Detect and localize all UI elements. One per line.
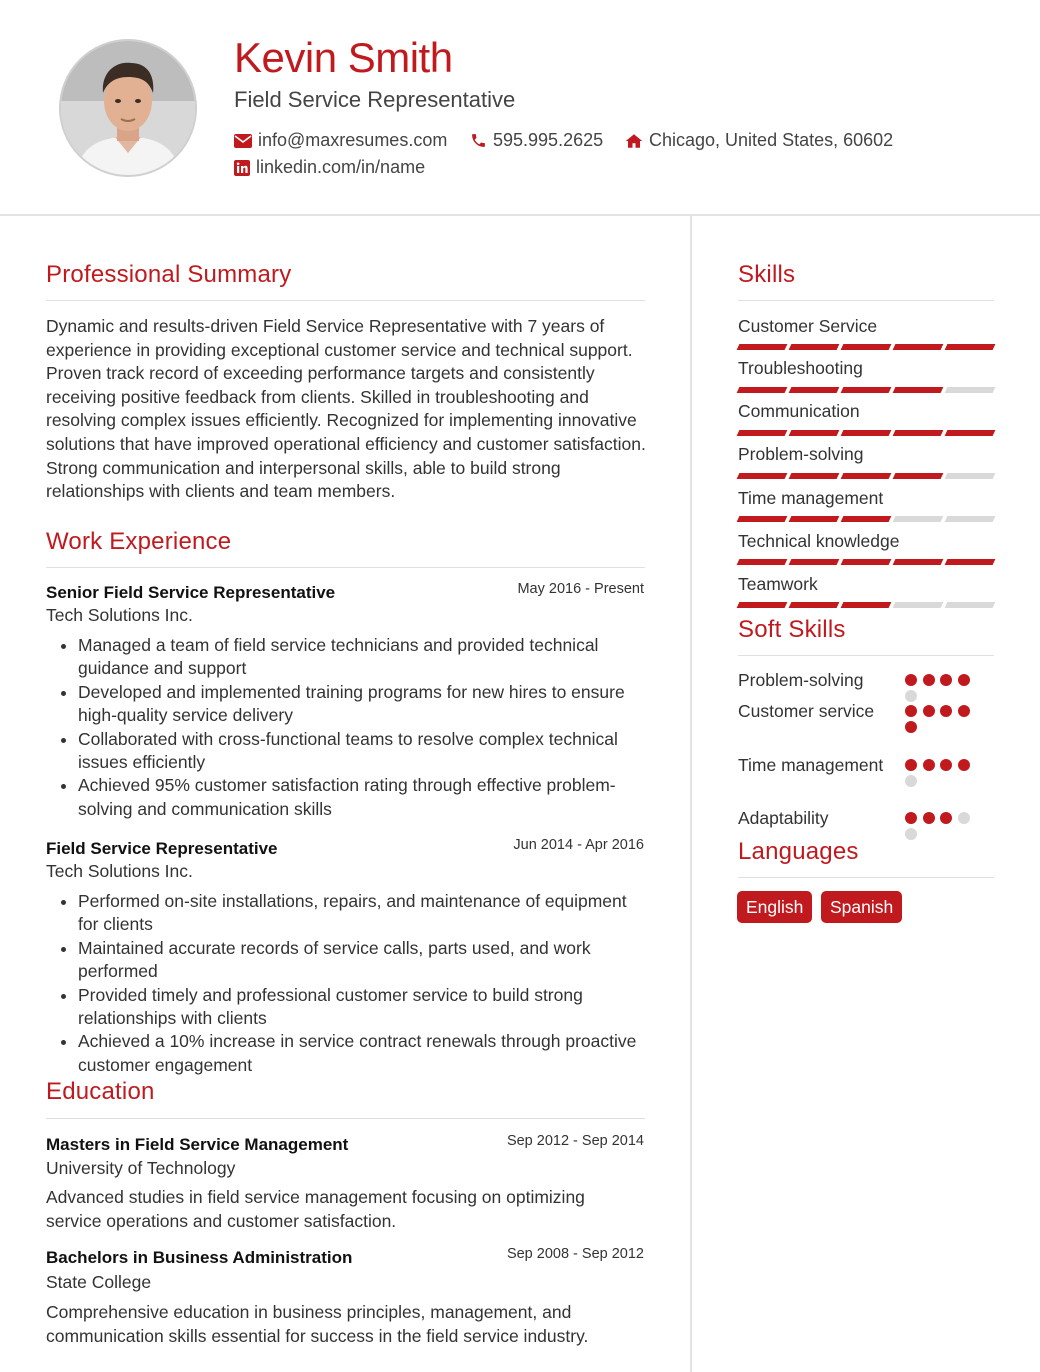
degree-title: Masters in Field Service Management (46, 1135, 349, 1154)
language-badge: Spanish (821, 891, 902, 923)
skill-level-segment (789, 559, 840, 565)
education-date: Sep 2008 - Sep 2012 (506, 1246, 644, 1262)
skill-level-segment (893, 602, 944, 608)
skill-level-segment (789, 602, 840, 608)
rating-dot (923, 759, 935, 771)
skill-level-segment (945, 344, 996, 350)
phone-text: 595.995.2625 (493, 130, 604, 150)
rating-dot (923, 812, 935, 824)
skill-level-segment (945, 516, 996, 522)
school-name: State College (46, 1272, 152, 1292)
rating-dot (923, 705, 935, 717)
skill-level-segment (789, 473, 840, 479)
rating-dot (905, 705, 917, 717)
job-bullet: • Collaborated with cross-functional teams to resolve complex technical issues efficiently (78, 728, 648, 775)
experience-rule (46, 567, 645, 568)
skill-level-segment (841, 602, 892, 608)
candidate-name: Kevin Smith (234, 34, 453, 81)
job-bullet: • Achieved a 10% increase in service contract renewals through proactive customer engagement (78, 1030, 648, 1077)
phone-contact[interactable] (470, 130, 603, 151)
skill-level-segment (841, 430, 892, 436)
profile-photo (59, 39, 197, 177)
rating-dot (905, 759, 917, 771)
rating-dot (905, 690, 917, 702)
resume-header (0, 0, 1040, 216)
skill-level-bar (738, 430, 994, 436)
skill-level-segment (737, 559, 788, 565)
skill-level-bar (738, 387, 994, 393)
rating-dot (905, 812, 917, 824)
soft-skills-heading: Soft Skills (738, 616, 846, 643)
skill-level-bar (738, 559, 994, 565)
skill-level-segment (945, 430, 996, 436)
skill-level-segment (789, 387, 840, 393)
rating-dot (940, 759, 952, 771)
soft-skill-rating (905, 812, 977, 840)
job-bullet: • Maintained accurate records of service calls, parts used, and work performed (78, 937, 648, 984)
skill-level-segment (841, 516, 892, 522)
skills-heading: Skills (738, 261, 796, 288)
rating-dot (940, 812, 952, 824)
skill-name: Troubleshooting (738, 358, 863, 378)
education-desc: Comprehensive education in business principles, management, and communication skills essential for success in the field service industry. (46, 1302, 589, 1346)
rating-dot (905, 674, 917, 686)
skill-level-bar (738, 602, 994, 608)
email-contact[interactable] (234, 130, 447, 151)
job-bullets (46, 634, 648, 821)
job-company: Tech Solutions Inc. (46, 861, 193, 881)
rating-dot (923, 674, 935, 686)
rating-dot (958, 674, 970, 686)
education-desc: Advanced studies in field service management focusing on optimizing service operations and customer satisfaction. (46, 1187, 585, 1231)
skill-level-segment (737, 430, 788, 436)
skill-level-segment (737, 344, 788, 350)
skill-level-segment (737, 602, 788, 608)
rating-dot (958, 705, 970, 717)
skills-rule (738, 300, 994, 301)
linkedin-text: linkedin.com/in/name (256, 157, 426, 177)
rating-dot (905, 828, 917, 840)
job-bullet: • Provided timely and professional customer service to build strong relationships with clients (78, 984, 648, 1031)
languages-heading: Languages (738, 838, 859, 865)
education-rule (46, 1118, 645, 1119)
job-bullets (46, 890, 648, 1077)
summary-text: Dynamic and results-driven Field Service Representative with 7 years of experience in providing exceptional customer service and technical support. Proven track record of exceeding performance targets and consistently receiving positive feedback from clients. Skilled in troubleshooting and resolving complex issues efficiently. Recognized for implementing innovative solutions that have improved operational efficiency and customer satisfaction. Strong communication and interpersonal skills, able to build strong relationships with clients and team members. (46, 316, 646, 502)
linkedin-contact[interactable] (234, 157, 425, 178)
envelope-icon (234, 134, 252, 148)
column-divider (690, 216, 692, 1372)
job-company: Tech Solutions Inc. (46, 605, 193, 625)
soft-skill-rating (905, 705, 977, 733)
linkedin-icon (234, 160, 250, 176)
skill-name: Time management (738, 488, 884, 508)
soft-skill-name: Problem-solving (738, 670, 864, 690)
skill-level-segment (737, 387, 788, 393)
job-title: Field Service Representative (46, 839, 278, 858)
home-icon (625, 133, 643, 149)
skill-level-segment (841, 344, 892, 350)
rating-dot (958, 759, 970, 771)
skill-level-segment (945, 559, 996, 565)
rating-dot (905, 721, 917, 733)
skill-level-segment (841, 387, 892, 393)
skill-level-segment (789, 516, 840, 522)
summary-heading: Professional Summary (46, 261, 292, 288)
skill-name: Customer Service (738, 316, 878, 336)
person-portrait-icon (61, 41, 195, 175)
skill-name: Teamwork (738, 574, 818, 594)
skill-level-bar (738, 344, 994, 350)
soft-skill-name: Adaptability (738, 808, 829, 828)
skill-level-segment (893, 473, 944, 479)
location-contact (625, 130, 893, 151)
skill-name: Problem-solving (738, 444, 864, 464)
job-bullet: • Performed on-site installations, repairs, and maintenance of equipment for clients (78, 890, 648, 937)
rating-dot (905, 775, 917, 787)
soft-skill-rating (905, 759, 977, 787)
skill-name: Communication (738, 401, 860, 421)
skill-level-segment (789, 344, 840, 350)
soft-skill-name: Time management (738, 755, 884, 775)
job-date: May 2016 - Present (517, 581, 644, 597)
education-date: Sep 2012 - Sep 2014 (506, 1133, 644, 1149)
skill-level-segment (893, 430, 944, 436)
skill-level-segment (893, 516, 944, 522)
skill-level-segment (945, 602, 996, 608)
job-bullet: • Managed a team of field service technicians and provided technical guidance and support (78, 634, 648, 681)
job-title: Senior Field Service Representative (46, 583, 336, 602)
candidate-role: Field Service Representative (234, 87, 516, 112)
job-bullet: • Achieved 95% customer satisfaction rating through effective problem-solving and communication skills (78, 774, 648, 821)
skill-level-segment (945, 387, 996, 393)
skill-level-segment (841, 473, 892, 479)
skill-level-segment (893, 559, 944, 565)
education-heading: Education (46, 1078, 155, 1105)
school-name: University of Technology (46, 1158, 236, 1178)
skill-level-segment (841, 559, 892, 565)
phone-icon (470, 132, 487, 149)
skill-level-segment (737, 516, 788, 522)
job-date: Jun 2014 - Apr 2016 (513, 837, 644, 853)
rating-dot (940, 705, 952, 717)
email-text: info@maxresumes.com (258, 130, 448, 150)
soft-skill-name: Customer service (738, 701, 875, 721)
skill-name: Technical knowledge (738, 531, 900, 551)
soft-skill-rating (905, 674, 977, 702)
skill-level-bar (738, 473, 994, 479)
skill-level-bar (738, 516, 994, 522)
location-text: Chicago, United States, 60602 (649, 130, 894, 150)
summary-rule (46, 300, 645, 301)
rating-dot (940, 674, 952, 686)
soft-skills-rule (738, 655, 994, 656)
skill-level-segment (893, 344, 944, 350)
experience-heading: Work Experience (46, 528, 232, 555)
job-bullet: • Developed and implemented training programs for new hires to ensure high-quality service delivery (78, 681, 648, 728)
skill-level-segment (893, 387, 944, 393)
language-badge: English (737, 891, 812, 923)
skill-level-segment (737, 473, 788, 479)
degree-title: Bachelors in Business Administration (46, 1248, 353, 1267)
skill-level-segment (789, 430, 840, 436)
languages-rule (738, 877, 994, 878)
rating-dot (958, 812, 970, 824)
skill-level-segment (945, 473, 996, 479)
